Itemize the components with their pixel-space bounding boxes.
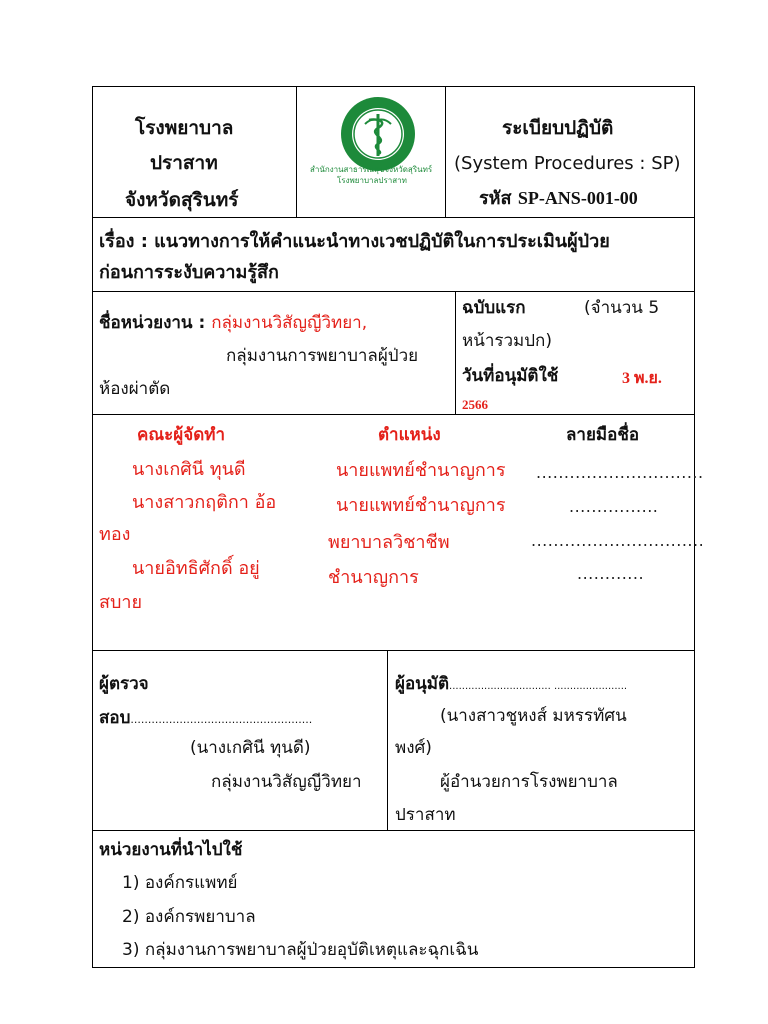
unit-name2: กลุ่มงานการพยาบาลผู้ป่วย — [226, 346, 419, 366]
edition-label: ฉบับแรก — [462, 298, 526, 318]
hospital-name-line2: ปราสาท — [150, 152, 218, 174]
border-bottom — [92, 967, 695, 968]
divider-authors — [92, 650, 695, 651]
divider-subject — [92, 291, 695, 292]
author-name-3b: สบาย — [99, 592, 143, 613]
approved-date-value2: 2566 — [462, 397, 488, 412]
reviewer-name: (นางเกศินี ทุนดี) — [190, 738, 311, 758]
divider-review — [92, 830, 695, 831]
reviewer-unit: กลุ่มงานวิสัญญีวิทยา — [211, 772, 362, 792]
author-position-1: นายแพทย์ชำนาญการ — [336, 460, 506, 481]
usage-item-2: 2) องค์กรพยาบาล — [122, 907, 256, 927]
doc-code — [479, 189, 638, 208]
ministry-logo — [333, 94, 423, 174]
approver-name-line1: (นางสาวชูหงส์ มหรรทัศน — [440, 706, 627, 726]
unit-label: ชื่อหน่วยงาน : — [99, 313, 212, 333]
approver-signature-dots: ................................ ....................... — [449, 681, 628, 692]
doc-type-en: (System Procedures : SP) — [454, 153, 681, 174]
subject-label: เรื่อง — [99, 231, 135, 252]
reviewer-signature-dots: .................................................... — [130, 713, 313, 726]
approver-line1 — [395, 676, 627, 693]
subject-line2: ก่อนการระงับความรู้สึก — [99, 262, 279, 283]
authors-header-position: ตำแหน่ง — [378, 425, 441, 445]
author-position-3a: พยาบาลวิชาชีพ — [328, 532, 450, 553]
approver-title-line1: ผู้อำนวยการโรงพยาบาล — [440, 772, 618, 792]
signature-line-1: .............................. — [536, 463, 704, 482]
divider-header — [92, 217, 695, 218]
approver-label: ผู้อนุมัติ — [395, 674, 450, 694]
subject-title: : แนวทางการให้คำแนะนำทางเวชปฏิบัติในการประเมินผู้ป่วย — [134, 231, 610, 252]
logo-caption-line1: สำนักงานสาธารณสุขจังหวัดสุรินทร์ — [310, 165, 433, 174]
divider-approver — [387, 650, 388, 831]
ministry-logo-icon — [333, 94, 423, 174]
author-position-2: นายแพทย์ชำนาญการ — [336, 495, 506, 516]
approver-title-line2: ปราสาท — [395, 805, 456, 825]
author-name-3a: นายอิทธิศักดิ์ อยู่ — [132, 558, 260, 579]
doc-code-label: รหัส — [479, 188, 512, 209]
border-left — [92, 86, 93, 968]
divider-unit — [92, 414, 695, 415]
author-name-1: นางเกศินี ทุนดี — [132, 459, 246, 480]
edition-pages-line1: (จำนวน 5 — [584, 298, 660, 318]
authors-header-signature: ลายมือชื่อ — [566, 425, 640, 445]
author-position-3b: ชำนาญการ — [328, 567, 419, 588]
usage-label: หน่วยงานที่นำไปใช้ — [99, 840, 243, 860]
border-right — [694, 86, 695, 968]
reviewer-label-line1: ผู้ตรวจ — [99, 674, 149, 694]
author-name-2b: ทอง — [99, 524, 131, 545]
divider-edition — [455, 291, 456, 415]
signature-line-3: ............................... — [531, 531, 705, 550]
signature-line-4: ............ — [577, 564, 645, 583]
subject-line1 — [99, 233, 610, 251]
doc-type: ระเบียบปฏิบัติ — [502, 117, 614, 139]
reviewer-line2 — [99, 710, 312, 727]
signature-line-2: ................ — [569, 497, 659, 516]
logo-caption-line2: โรงพยาบาลปราสาท — [337, 176, 407, 185]
approved-date-value1: 3 พ.ย. — [622, 370, 662, 387]
divider-logo-right — [445, 86, 446, 218]
authors-header-name: คณะผู้จัดทำ — [137, 425, 225, 445]
unit-name1: กลุ่มงานวิสัญญีวิทยา, — [211, 313, 368, 333]
divider-logo-left — [296, 86, 297, 218]
border-top — [92, 86, 695, 87]
unit-line1 — [99, 315, 367, 332]
reviewer-label-line2: สอบ — [99, 708, 131, 728]
usage-item-1: 1) องค์กรแพทย์ — [122, 873, 238, 893]
hospital-name-line1: โรงพยาบาล — [135, 117, 234, 139]
province-name: จังหวัดสุรินทร์ — [125, 189, 239, 211]
approver-name-line2: พงศ์) — [395, 738, 432, 758]
author-name-2a: นางสาวกฤติกา อ้อ — [132, 492, 277, 513]
unit-name3: ห้องผ่าตัด — [99, 379, 171, 399]
approved-date-label: วันที่อนุมัติใช้ — [462, 366, 559, 386]
usage-item-3: 3) กลุ่มงานการพยาบาลผู้ป่วยอุบัติเหตุและฉุกเฉิน — [122, 940, 479, 960]
edition-pages-line2: หน้ารวมปก) — [462, 331, 552, 351]
doc-code-value: SP-ANS-001-00 — [517, 188, 638, 208]
